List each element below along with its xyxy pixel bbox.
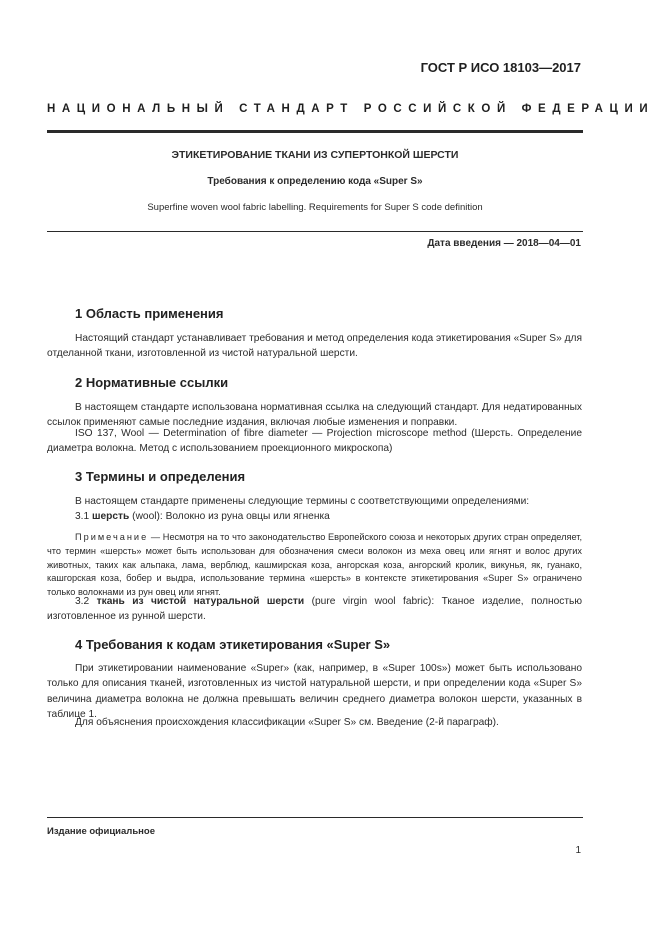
section-4-paragraph-1: При этикетировании наименование «Super» (как, например, в «Super 100s») может быть использовано только для описания тканей, изготовленных из чистой натуральной шерсти, и при определении кода «Super S» величина диаметра волокна не должна превышать величин среднего диаметра волокон шерсти, указанных в таблице 1. <box>47 663 582 720</box>
national-standard-banner: НАЦИОНАЛЬНЫЙ СТАНДАРТ РОССИЙСКОЙ ФЕДЕРАЦИИ <box>47 103 655 115</box>
footer-divider <box>47 817 583 818</box>
section-3-heading: 3 Термины и определения <box>75 469 246 484</box>
title-english: Superfine woven wool fabric labelling. Requirements for Super S code definition <box>147 202 483 213</box>
title-divider <box>47 231 583 232</box>
section-2-reference: ISO 137, Wool — Determination of fibre diameter — Projection microscope method (Шерсть. Определение диаметра волокна. Метод с использованием проекционного микроскопа) <box>47 428 582 455</box>
section-2-paragraph-1: В настоящем стандарте использована нормативная ссылка на следующий стандарт. Для недатированных ссылок применяют самые последние издания, включая любые изменения и поправки. <box>47 402 582 429</box>
section-2-heading: 2 Нормативные ссылки <box>75 375 229 390</box>
note-3-1: Примечание — Несмотря на то что законодательство Европейского союза и некоторых других стран определяет, что термин «шерсть» может быть использован для обозначения смеси волокон из меха овец или ягнят и волос других животных, таких как альпака, лама, верблюд, кашмирская коза, ангорская коза, ангорский кролик, викунья, як, гуанако, кашгорская коза, бобер и выдра, использование термина «шерсть» в контексте этикетирования «Super S» ограничено только волокнами из рун овец или ягнят. <box>47 532 582 598</box>
page-number: 1 <box>575 845 581 856</box>
section-4-paragraph-2: Для объяснения происхождения классификации «Super S» см. Введение (2-й параграф). <box>75 717 499 728</box>
edition-label: Издание официальное <box>47 826 155 837</box>
term-3-2-name: ткань из чистой натуральной шерсти <box>96 596 305 607</box>
term-3-2: 3.2 ткань из чистой натуральной шерсти (pure virgin wool fabric): Тканое изделие, полностью изготовленное из рунной шерсти. <box>47 596 582 623</box>
header-divider <box>47 130 583 133</box>
section-4-heading: 4 Требования к кодам этикетирования «Super S» <box>75 637 391 652</box>
section-1-heading: 1 Область применения <box>75 306 224 321</box>
subtitle-russian: Требования к определению кода «Super S» <box>207 176 423 187</box>
introduction-date: Дата введения — 2018—04—01 <box>427 238 581 249</box>
document-number: ГОСТ Р ИСО 18103—2017 <box>420 60 581 75</box>
section-1-paragraph: Настоящий стандарт устанавливает требования и метод определения кода этикетирования «Super S» для отделанной ткани, изготовленной из чистой натуральной шерсти. <box>47 333 582 360</box>
title-russian: ЭТИКЕТИРОВАНИЕ ТКАНИ ИЗ СУПЕРТОНКОЙ ШЕРСТИ <box>171 149 459 161</box>
section-3-intro: В настоящем стандарте применены следующие термины с соответствующими определениями: <box>75 496 530 507</box>
term-3-1: 3.1 шерсть (wool): Волокно из руна овцы или ягненка <box>75 511 330 522</box>
term-3-1-name: шерсть <box>92 511 130 522</box>
note-label: Примечание <box>75 532 149 542</box>
